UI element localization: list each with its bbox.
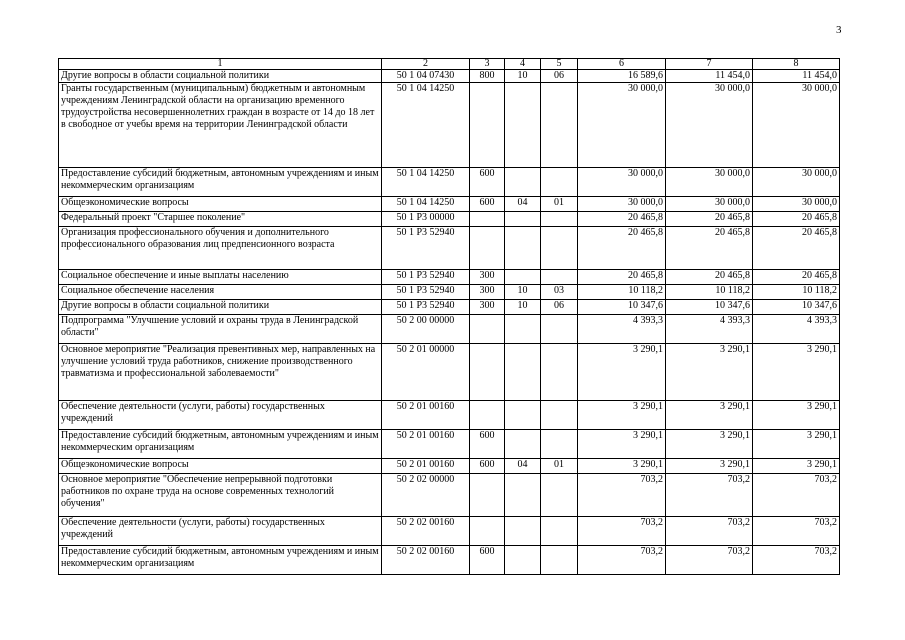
expense-type bbox=[470, 83, 505, 168]
table-row bbox=[59, 459, 840, 474]
section: 10 bbox=[505, 300, 541, 315]
subsection: 01 bbox=[541, 459, 578, 474]
target-code: 50 1 P3 52940 bbox=[382, 300, 470, 315]
amount-year-1: 30 000,0 bbox=[578, 197, 666, 212]
amount-year-1: 703,2 bbox=[578, 546, 666, 575]
amount-year-2: 3 290,1 bbox=[666, 401, 753, 430]
table-row bbox=[59, 401, 840, 430]
column-header: 7 bbox=[666, 59, 753, 70]
amount-year-2: 20 465,8 bbox=[666, 212, 753, 227]
table-row bbox=[59, 344, 840, 401]
expense-type bbox=[470, 315, 505, 344]
expense-type bbox=[470, 401, 505, 430]
table-row bbox=[59, 474, 840, 517]
amount-year-3: 3 290,1 bbox=[753, 459, 840, 474]
amount-year-3: 20 465,8 bbox=[753, 227, 840, 270]
table-row bbox=[59, 430, 840, 459]
table-row bbox=[59, 517, 840, 546]
subsection bbox=[541, 546, 578, 575]
subsection bbox=[541, 517, 578, 546]
section: 10 bbox=[505, 285, 541, 300]
target-code: 50 2 02 00160 bbox=[382, 546, 470, 575]
subsection: 06 bbox=[541, 70, 578, 83]
amount-year-3: 4 393,3 bbox=[753, 315, 840, 344]
item-name: Гранты государственным (муниципальным) бюджетным и автономным учреждениям Ленинградской области на организацию временного трудоустройства несовершеннолетних граждан в возрасте от 14 до 18 лет в свободное от учебы время на территории Ленинградской области bbox=[59, 83, 382, 168]
amount-year-1: 16 589,6 bbox=[578, 70, 666, 83]
section: 04 bbox=[505, 197, 541, 212]
target-code: 50 1 P3 52940 bbox=[382, 227, 470, 270]
subsection bbox=[541, 430, 578, 459]
expense-type: 600 bbox=[470, 546, 505, 575]
amount-year-1: 3 290,1 bbox=[578, 459, 666, 474]
amount-year-2: 703,2 bbox=[666, 474, 753, 517]
amount-year-2: 3 290,1 bbox=[666, 430, 753, 459]
item-name: Обеспечение деятельности (услуги, работы) государственных учреждений bbox=[59, 517, 382, 546]
target-code: 50 1 P3 00000 bbox=[382, 212, 470, 227]
amount-year-2: 11 454,0 bbox=[666, 70, 753, 83]
subsection bbox=[541, 270, 578, 285]
column-header: 5 bbox=[541, 59, 578, 70]
amount-year-2: 30 000,0 bbox=[666, 197, 753, 212]
expense-type: 300 bbox=[470, 285, 505, 300]
column-header: 4 bbox=[505, 59, 541, 70]
target-code: 50 1 P3 52940 bbox=[382, 285, 470, 300]
amount-year-1: 703,2 bbox=[578, 517, 666, 546]
column-header: 6 bbox=[578, 59, 666, 70]
subsection bbox=[541, 474, 578, 517]
amount-year-1: 3 290,1 bbox=[578, 344, 666, 401]
amount-year-2: 20 465,8 bbox=[666, 227, 753, 270]
target-code: 50 1 04 14250 bbox=[382, 197, 470, 212]
expense-type: 600 bbox=[470, 459, 505, 474]
amount-year-2: 4 393,3 bbox=[666, 315, 753, 344]
amount-year-1: 10 347,6 bbox=[578, 300, 666, 315]
expense-type bbox=[470, 517, 505, 546]
amount-year-1: 703,2 bbox=[578, 474, 666, 517]
expense-type: 800 bbox=[470, 70, 505, 83]
item-name: Организация профессионального обучения и дополнительного профессионального образования лиц предпенсионного возраста bbox=[59, 227, 382, 270]
subsection bbox=[541, 344, 578, 401]
amount-year-2: 10 118,2 bbox=[666, 285, 753, 300]
target-code: 50 2 01 00160 bbox=[382, 459, 470, 474]
target-code: 50 1 04 14250 bbox=[382, 168, 470, 197]
target-code: 50 2 01 00160 bbox=[382, 401, 470, 430]
target-code: 50 2 01 00160 bbox=[382, 430, 470, 459]
target-code: 50 1 P3 52940 bbox=[382, 270, 470, 285]
item-name: Обеспечение деятельности (услуги, работы) государственных учреждений bbox=[59, 401, 382, 430]
amount-year-1: 3 290,1 bbox=[578, 401, 666, 430]
table-row bbox=[59, 212, 840, 227]
table-row bbox=[59, 70, 840, 83]
table-row bbox=[59, 197, 840, 212]
section: 04 bbox=[505, 459, 541, 474]
amount-year-2: 10 347,6 bbox=[666, 300, 753, 315]
section bbox=[505, 430, 541, 459]
item-name: Основное мероприятие "Обеспечение непрерывной подготовки работников по охране труда на основе современных технологий обучения" bbox=[59, 474, 382, 517]
item-name: Предоставление субсидий бюджетным, автономным учреждениям и иным некоммерческим организациям bbox=[59, 546, 382, 575]
target-code: 50 2 02 00160 bbox=[382, 517, 470, 546]
table-row bbox=[59, 300, 840, 315]
subsection: 03 bbox=[541, 285, 578, 300]
item-name: Федеральный проект "Старшее поколение" bbox=[59, 212, 382, 227]
table-row bbox=[59, 315, 840, 344]
item-name: Подпрограмма "Улучшение условий и охраны труда в Ленинградской области" bbox=[59, 315, 382, 344]
amount-year-3: 703,2 bbox=[753, 546, 840, 575]
item-name: Другие вопросы в области социальной политики bbox=[59, 300, 382, 315]
subsection bbox=[541, 212, 578, 227]
section bbox=[505, 315, 541, 344]
expense-type bbox=[470, 344, 505, 401]
item-name: Общеэкономические вопросы bbox=[59, 197, 382, 212]
section bbox=[505, 517, 541, 546]
table-row bbox=[59, 546, 840, 575]
amount-year-2: 20 465,8 bbox=[666, 270, 753, 285]
amount-year-1: 10 118,2 bbox=[578, 285, 666, 300]
amount-year-3: 10 118,2 bbox=[753, 285, 840, 300]
section bbox=[505, 227, 541, 270]
amount-year-2: 30 000,0 bbox=[666, 168, 753, 197]
item-name: Общеэкономические вопросы bbox=[59, 459, 382, 474]
amount-year-3: 11 454,0 bbox=[753, 70, 840, 83]
table-row bbox=[59, 285, 840, 300]
expense-type: 600 bbox=[470, 197, 505, 212]
subsection bbox=[541, 168, 578, 197]
item-name: Основное мероприятие "Реализация превентивных мер, направленных на улучшение условий труда работников, снижение производственного травматизма и профессиональной заболеваемости" bbox=[59, 344, 382, 401]
table-row bbox=[59, 168, 840, 197]
amount-year-3: 20 465,8 bbox=[753, 212, 840, 227]
amount-year-2: 703,2 bbox=[666, 517, 753, 546]
target-code: 50 1 04 07430 bbox=[382, 70, 470, 83]
amount-year-2: 3 290,1 bbox=[666, 344, 753, 401]
section bbox=[505, 168, 541, 197]
column-header: 8 bbox=[753, 59, 840, 70]
expense-type bbox=[470, 227, 505, 270]
amount-year-1: 20 465,8 bbox=[578, 212, 666, 227]
item-name: Другие вопросы в области социальной политики bbox=[59, 70, 382, 83]
amount-year-3: 3 290,1 bbox=[753, 344, 840, 401]
section bbox=[505, 270, 541, 285]
item-name: Социальное обеспечение населения bbox=[59, 285, 382, 300]
expense-type: 300 bbox=[470, 300, 505, 315]
column-header: 2 bbox=[382, 59, 470, 70]
section bbox=[505, 344, 541, 401]
amount-year-3: 30 000,0 bbox=[753, 168, 840, 197]
expense-type bbox=[470, 474, 505, 517]
subsection: 06 bbox=[541, 300, 578, 315]
item-name: Предоставление субсидий бюджетным, автономным учреждениям и иным некоммерческим организациям bbox=[59, 430, 382, 459]
amount-year-2: 30 000,0 bbox=[666, 83, 753, 168]
section bbox=[505, 474, 541, 517]
table-row bbox=[59, 270, 840, 285]
expense-type: 600 bbox=[470, 430, 505, 459]
amount-year-3: 10 347,6 bbox=[753, 300, 840, 315]
column-header: 1 bbox=[59, 59, 382, 70]
expense-type bbox=[470, 212, 505, 227]
section bbox=[505, 212, 541, 227]
amount-year-3: 703,2 bbox=[753, 517, 840, 546]
expense-type: 600 bbox=[470, 168, 505, 197]
amount-year-2: 3 290,1 bbox=[666, 459, 753, 474]
section bbox=[505, 83, 541, 168]
amount-year-2: 703,2 bbox=[666, 546, 753, 575]
amount-year-3: 703,2 bbox=[753, 474, 840, 517]
table-row bbox=[59, 227, 840, 270]
target-code: 50 2 01 00000 bbox=[382, 344, 470, 401]
page-number: 3 bbox=[836, 24, 842, 36]
subsection bbox=[541, 315, 578, 344]
header-row bbox=[59, 59, 840, 70]
amount-year-1: 20 465,8 bbox=[578, 227, 666, 270]
subsection bbox=[541, 401, 578, 430]
subsection bbox=[541, 227, 578, 270]
amount-year-3: 30 000,0 bbox=[753, 197, 840, 212]
amount-year-1: 4 393,3 bbox=[578, 315, 666, 344]
amount-year-3: 20 465,8 bbox=[753, 270, 840, 285]
amount-year-1: 30 000,0 bbox=[578, 83, 666, 168]
section: 10 bbox=[505, 70, 541, 83]
amount-year-3: 3 290,1 bbox=[753, 430, 840, 459]
section bbox=[505, 546, 541, 575]
expense-type: 300 bbox=[470, 270, 505, 285]
target-code: 50 1 04 14250 bbox=[382, 83, 470, 168]
subsection bbox=[541, 83, 578, 168]
column-header: 3 bbox=[470, 59, 505, 70]
amount-year-1: 3 290,1 bbox=[578, 430, 666, 459]
amount-year-1: 20 465,8 bbox=[578, 270, 666, 285]
item-name: Предоставление субсидий бюджетным, автономным учреждениям и иным некоммерческим организациям bbox=[59, 168, 382, 197]
item-name: Социальное обеспечение и иные выплаты населению bbox=[59, 270, 382, 285]
target-code: 50 2 00 00000 bbox=[382, 315, 470, 344]
budget-table bbox=[58, 58, 840, 575]
table-row bbox=[59, 83, 840, 168]
amount-year-1: 30 000,0 bbox=[578, 168, 666, 197]
subsection: 01 bbox=[541, 197, 578, 212]
section bbox=[505, 401, 541, 430]
target-code: 50 2 02 00000 bbox=[382, 474, 470, 517]
amount-year-3: 3 290,1 bbox=[753, 401, 840, 430]
amount-year-3: 30 000,0 bbox=[753, 83, 840, 168]
